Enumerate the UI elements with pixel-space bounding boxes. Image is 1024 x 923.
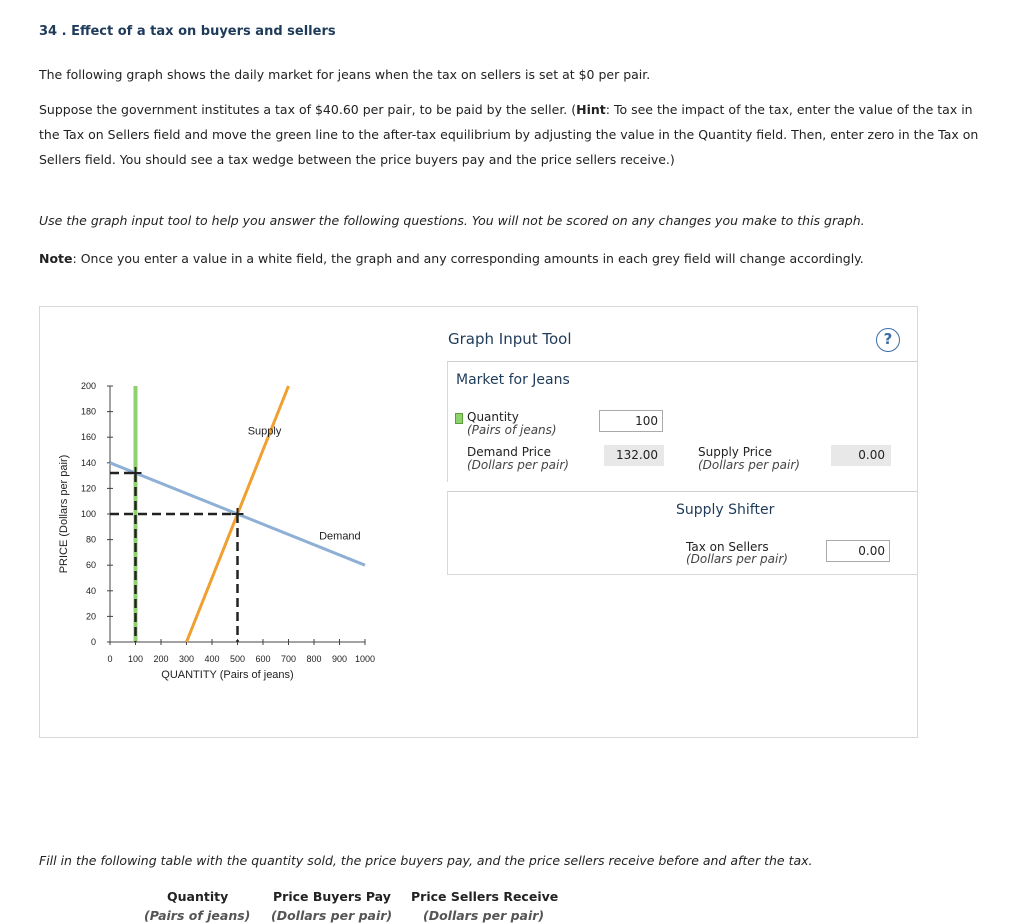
- intro-text: The following graph shows the daily market for jeans when the tax on sellers is set at $0 per pair.: [39, 67, 651, 82]
- x-tick-label: 0: [107, 654, 113, 664]
- supply-label: Supply: [247, 425, 282, 438]
- y-axis-label: PRICE (Dollars per pair): [58, 454, 70, 574]
- instruction-text: Suppose the government institutes a tax of $40.60 per pair, to be paid by the seller. (Hint: To see the impact of the tax, enter the value of the tax in the Tax on Sellers field and move the green line to the after-tax equilibrium by adjusting the value in the Quantity field. Then, enter zero in the Tax on Sellers field. You should see a tax wedge between the price buyers pay and the price sellers receive.): [39, 102, 979, 167]
- col-buyers-sub: (Dollars per pair): [271, 908, 393, 923]
- col-buyers-header: Price Buyers Pay: [273, 889, 391, 904]
- tax-input[interactable]: 0.00: [826, 540, 890, 562]
- note-text: Note: Once you enter a value in a white field, the graph and any corresponding amounts in each grey field will change accordingly.: [39, 251, 864, 266]
- question-title: 34 . Effect of a tax on buyers and sellers: [39, 24, 336, 39]
- x-tick-label: 500: [229, 654, 246, 664]
- tool-title: Graph Input Tool: [448, 330, 572, 348]
- x-tick-label: 700: [280, 654, 297, 664]
- y-tick-label: 0: [90, 637, 96, 647]
- quantity-label: Quantity: [467, 410, 519, 424]
- y-tick-label: 120: [80, 483, 96, 494]
- demand-label: Demand: [319, 530, 361, 543]
- supply-price-field: 0.00: [831, 445, 891, 466]
- shifter-title: Supply Shifter: [676, 502, 775, 518]
- x-tick-label: 400: [204, 654, 220, 664]
- col-quantity-sub: (Pairs of jeans): [144, 908, 251, 923]
- quantity-input[interactable]: 100: [599, 410, 663, 432]
- y-tick-label: 20: [85, 611, 96, 622]
- x-tick-label: 300: [178, 654, 195, 664]
- help-icon[interactable]: ?: [876, 328, 900, 352]
- y-tick-label: 100: [80, 509, 96, 519]
- y-tick-label: 80: [85, 534, 96, 545]
- x-tick-label: 1000: [354, 654, 376, 664]
- supply-price-label: Supply Price: [698, 445, 772, 459]
- y-tick-label: 140: [80, 457, 96, 468]
- y-tick-label: 180: [80, 406, 96, 417]
- market-graph[interactable]: [40, 370, 400, 700]
- y-tick-label: 40: [85, 585, 96, 596]
- x-tick-label: 100: [127, 654, 144, 664]
- demand-price-sub: (Dollars per pair): [467, 458, 569, 472]
- x-tick-label: 800: [306, 654, 322, 664]
- x-tick-label: 900: [331, 654, 348, 664]
- equilibrium-point: [232, 508, 244, 520]
- x-tick-label: 600: [255, 654, 271, 664]
- x-tick-label: 200: [153, 654, 169, 664]
- demand-price-label: Demand Price: [467, 445, 551, 459]
- col-sellers-sub: (Dollars per pair): [423, 908, 545, 923]
- col-quantity-header: Quantity: [167, 889, 229, 904]
- quantity-swatch: [455, 413, 463, 424]
- supply-price-sub: (Dollars per pair): [698, 458, 800, 472]
- quantity-sub: (Pairs of jeans): [467, 423, 557, 437]
- x-axis-label: QUANTITY (Pairs of jeans): [161, 669, 294, 681]
- marker-point: [130, 467, 142, 479]
- tool-note: Use the graph input tool to help you answer the following questions. You will not be scored on any changes you make to this graph.: [39, 213, 865, 228]
- tax-label: Tax on Sellers: [686, 540, 769, 554]
- table-instruction: Fill in the following table with the quantity sold, the price buyers pay, and the price sellers receive before and after the tax.: [39, 853, 813, 868]
- demand-price-field: 132.00: [604, 445, 664, 466]
- y-tick-label: 60: [85, 560, 96, 571]
- col-sellers-header: Price Sellers Receive: [411, 889, 559, 904]
- tax-sub: (Dollars per pair): [686, 552, 788, 566]
- y-tick-label: 200: [80, 381, 96, 391]
- market-title: Market for Jeans: [456, 372, 570, 388]
- y-tick-label: 160: [80, 432, 96, 443]
